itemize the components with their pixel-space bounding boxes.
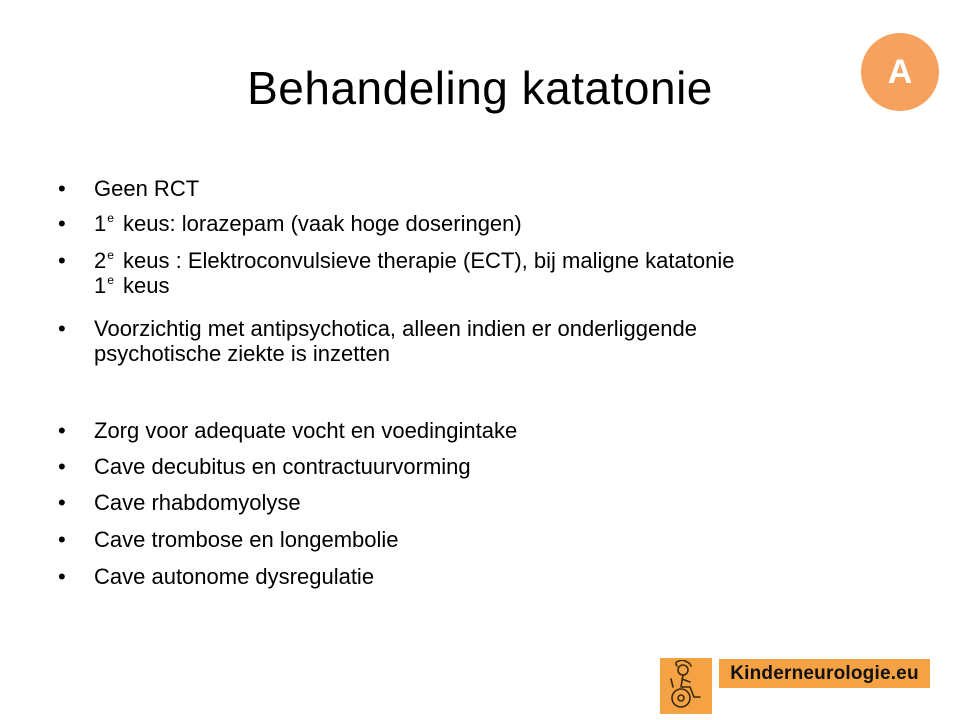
wheelchair-child-icon (663, 660, 709, 712)
bullet-superscript: e (107, 273, 114, 287)
bullet-text: keus: lorazepam (vaak hoge doseringen) (116, 211, 522, 236)
slide-title: Behandeling katatonie (247, 62, 713, 114)
bullet-text: Cave trombose en longembolie (94, 527, 399, 552)
bullet-text: psychotische ziekte is inzetten (94, 341, 390, 366)
bullet-item (94, 316, 914, 366)
bullet-text: Voorzichtig met antipsychotica, alleen indien er onderliggende (94, 316, 697, 341)
bullet-text: Geen RCT (94, 176, 200, 201)
bullet-item (94, 490, 914, 515)
bullet-item (94, 454, 914, 479)
bullet-item (94, 248, 914, 298)
bullet-superscript: e (107, 211, 114, 225)
bullet-item (94, 176, 914, 201)
bullet-item (94, 564, 914, 589)
bullet-item (94, 527, 914, 552)
bullet-item (94, 211, 914, 236)
bullet-text: keus (116, 273, 170, 298)
bullet-text: Cave rhabdomyolyse (94, 490, 301, 515)
logo-text: Kinderneurologie.eu (730, 662, 919, 684)
bullet-text: Zorg voor adequate vocht en voedingintake (94, 418, 518, 443)
bullet-number: 1 (94, 211, 107, 236)
bullet-item (94, 418, 914, 443)
badge-circle (861, 33, 939, 111)
logo-image (660, 658, 712, 714)
badge-label: A (887, 53, 913, 91)
bullet-number: 2 (94, 248, 107, 273)
bullet-text: keus : Elektroconvulsieve therapie (ECT), bij maligne katatonie (116, 248, 735, 273)
bullet-text: Cave decubitus en contractuurvorming (94, 454, 471, 479)
bullet-number: 1 (94, 273, 107, 298)
bullet-superscript: e (107, 248, 114, 262)
bullet-text: Cave autonome dysregulatie (94, 564, 375, 589)
logo-banner (719, 659, 930, 688)
